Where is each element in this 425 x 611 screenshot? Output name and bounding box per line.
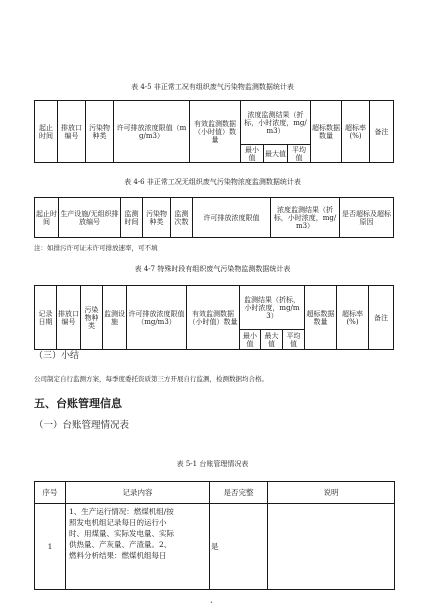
header-cell: 最大值 (261, 330, 283, 350)
header-cell: 许可排放浓度限值（mg/m3） (114, 101, 190, 163)
record-content-cell (66, 504, 210, 590)
row-number: 1 (35, 504, 66, 590)
header-cell: 监测次数 (171, 198, 193, 238)
header-cell: 记录内容 (66, 482, 210, 504)
record-content-line: 燃料分析结果：燃煤机组每日 (69, 551, 167, 560)
header-cell: 起止时间 (35, 198, 59, 238)
header-cell: 序号 (35, 482, 66, 504)
page-mark: • (210, 600, 213, 606)
record-content-line: 照发电机组记录每日的运行小 (69, 518, 167, 527)
header-cell: 备注 (370, 101, 394, 163)
header-cell: 起止时间 (35, 101, 58, 163)
table-4-6 (34, 197, 394, 238)
header-cell: 超标率(%) (337, 286, 369, 350)
header-cell: 超标数据数量 (311, 101, 342, 163)
section-summary-heading: （三）小结 (34, 351, 80, 361)
header-cell: 有效监测数据（小时值）数量 (187, 286, 240, 350)
table-4-6-caption: 表 4-6 非正常工况无组织废气污染物浓度监测数据统计表 (124, 178, 301, 186)
header-cell: 许可排放浓度限值（mg/m3） (127, 286, 187, 350)
table-4-5-caption: 表 4-5 非正常工况有组织废气污染物监测数据统计表 (131, 83, 294, 91)
complete-cell: 是 (210, 504, 268, 590)
record-content-line: 供热量、产灰量、产渣量。2、 (69, 540, 172, 549)
table-row (35, 504, 395, 590)
table-4-7 (34, 285, 394, 350)
record-content-line: 1、生产运行情况：燃煤机组/按 (69, 507, 174, 516)
header-cell: 许可排放浓度限值 (193, 198, 271, 238)
remark-cell (268, 504, 395, 590)
header-cell: 监测结果（折标，小时浓度，mg/m3） (240, 286, 305, 330)
header-cell: 生产设施/无组织排放编号 (59, 198, 121, 238)
subsection-heading: （一）台账管理情况表 (34, 420, 130, 431)
header-cell: 是否超标及超标原因 (340, 198, 394, 238)
table-note: 注：如排污许可证未许可排放速率，可不填 (34, 244, 158, 252)
header-cell: 最大值 (264, 145, 288, 163)
header-cell: 有效监测数据（小时值）数量 (190, 101, 241, 163)
header-cell: 污染物种类 (143, 198, 171, 238)
summary-paragraph: 公司制定自行监测方案，每季度委托资质第三方开展自行监测，检测数据均合格。 (34, 375, 268, 383)
header-cell: 最小值 (240, 330, 261, 350)
header-cell: 是否完整 (210, 482, 268, 504)
record-content-line: 时、用煤量、实际发电量、实际 (69, 529, 174, 538)
header-cell: 排放口编号 (57, 286, 81, 350)
section-heading: 五、台账管理信息 (34, 397, 122, 410)
header-cell: 浓度监测结果（折标，小时浓度，mg/m3） (271, 198, 340, 238)
table-5-1-caption: 表 5-1 台账管理情况表 (176, 460, 249, 468)
header-cell: 最小值 (241, 145, 264, 163)
header-cell: 平均值 (283, 330, 305, 350)
header-cell: 平均值 (288, 145, 311, 163)
table-4-7-caption: 表 4-7 特殊时段有组织废气污染物监测数据统计表 (134, 265, 291, 273)
header-cell: 监测设施 (103, 286, 127, 350)
table-4-5 (34, 100, 394, 163)
header-cell: 污染物种类 (86, 101, 114, 163)
header-cell: 说明 (268, 482, 395, 504)
header-cell: 浓度监测结果（折标，小时浓度，mg/m3） (241, 101, 311, 145)
header-cell: 备注 (369, 286, 394, 350)
header-cell: 污染物种类 (81, 286, 103, 350)
header-cell: 记录日期 (35, 286, 57, 350)
table-5-1 (34, 481, 395, 590)
header-cell: 排放口编号 (58, 101, 86, 163)
header-cell: 超标数据数量 (305, 286, 337, 350)
header-cell: 监测时间 (121, 198, 143, 238)
header-cell: 超标率(%) (342, 101, 370, 163)
